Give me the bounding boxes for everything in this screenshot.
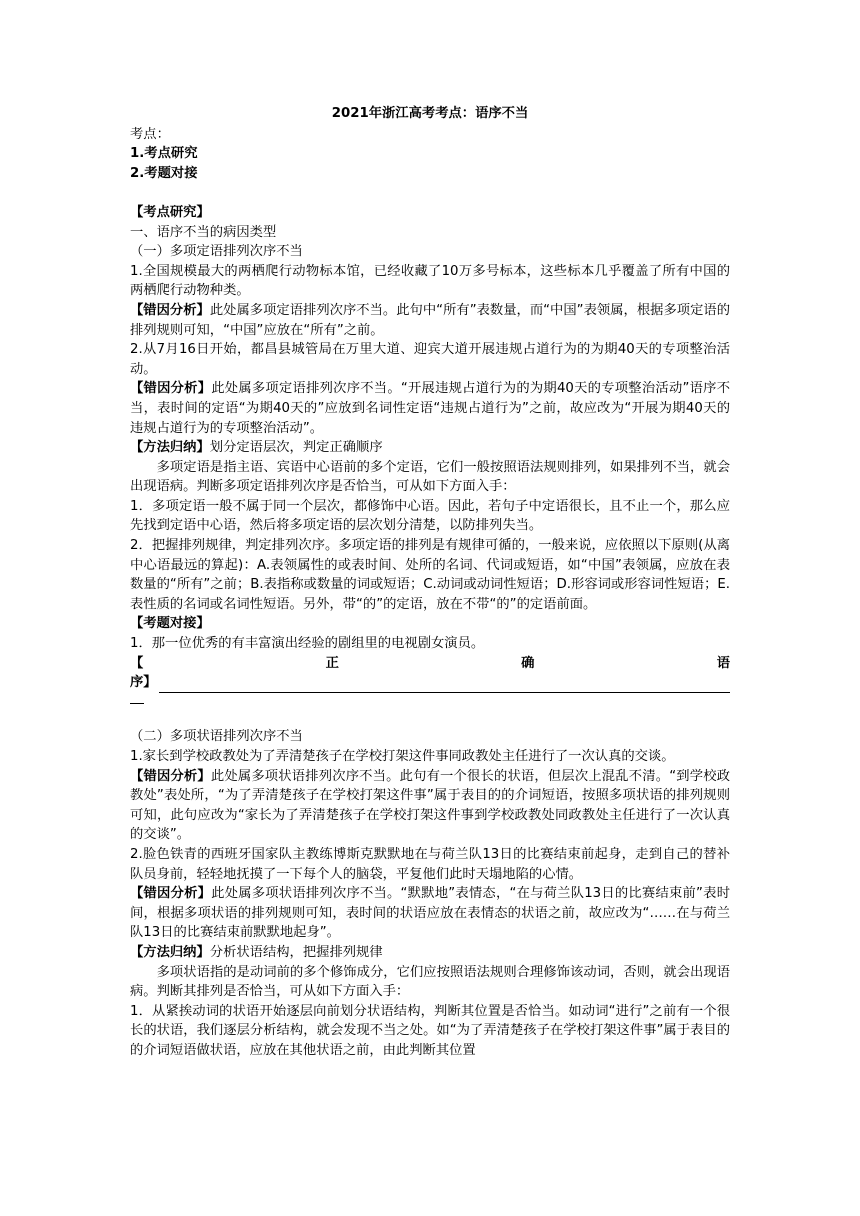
document-page [130, 104, 730, 1061]
answer-label-char: 正 [325, 655, 339, 671]
method-tag: 【方法归纳】 [130, 944, 210, 960]
part1-analysis-2 [130, 379, 730, 438]
analysis-tag: 【错因分析】 [130, 302, 210, 318]
part2-analysis-1 [130, 767, 730, 845]
exam-heading: 【考题对接】 [130, 616, 210, 632]
method-text: 划分定语层次，判定正确顺序 [209, 440, 383, 456]
part1-example-1: 1.全国规模最大的两栖爬行动物标本馆，已经收藏了10万多号标本，这些标本几乎覆盖了所有中国的两栖爬行动物种类。 [130, 263, 730, 299]
section-heading: 【考点研究】 [130, 204, 210, 220]
part1-method-para-2: 1．多项定语一般不属于同一个层次，都修饰中心语。因此，若句子中定语很长，且不止一个，那么应先找到定语中心语，然后将多项定语的层次划分清楚，以防排列失当。 [130, 498, 730, 534]
part2-analysis-2 [130, 884, 730, 943]
part2-heading: （二）多项状语排列次序不当 [130, 729, 303, 745]
part1-heading: （一）多项定语排列次序不当 [130, 244, 303, 260]
method-tag: 【方法归纳】 [130, 440, 210, 456]
part2-example-1: 1.家长到学校政教处为了弄清楚孩子在学校打架这件事同政教处主任进行了一次认真的交谈。 [130, 749, 675, 764]
analysis-text: 此处属多项状语排列次序不当。“默默地”表情态，“在与荷兰队13日的比赛结束前”表时间，根据多项状语的排列规则可知，表时间的状语应放在表情态的状语之前，故应改为“……在与荷兰队13日的比赛结束前默默地起身”。 [130, 886, 731, 941]
part1-method-para-3: 2．把握排列规律，判定排列次序。多项定语的排列是有规律可循的，一般来说，应依照以下原则(从离中心语最远的算起)：A.表领属性的或表时间、处所的名词、代词或短语，如“中国”表领属，应放在表数量的“所有”之前；B.表指称或数量的词或短语；C.动词或动词性短语；D.形容词或形容词性短语；E.表性质的名词或名词性短语。另外，带“的”的定语，放在不带“的”的定语前面。 [130, 538, 730, 612]
answer-label-char: 【 [130, 655, 144, 671]
part2-method [130, 943, 730, 963]
answer-blank[interactable] [159, 677, 730, 693]
toc-item-2: 2.考题对接 [130, 165, 198, 181]
analysis-tag: 【错因分析】 [130, 886, 212, 902]
answer-label-end: 序】 [130, 675, 157, 691]
part2-method-para-1: 多项状语指的是动词前的多个修饰成分，它们应按照语法规则合理修饰该动词，否则，就会出现语病。判断其排列是否恰当，可从如下方面入手： [130, 964, 730, 1000]
analysis-text: 此处属多项定语排列次序不当。此句中“所有”表数量，而“中国”表领属，根据多项定语的排列规则可知，“中国”应放在“所有”之前。 [130, 302, 730, 338]
answer-blank-row-2 [130, 693, 730, 708]
answer-label-char: 语 [716, 655, 730, 671]
answer-label-char: 确 [521, 655, 535, 671]
part1-example-2: 2.从7月16日开始，都昌县城管局在万里大道、迎宾大道开展违规占道行为的为期40天的专项整治活动。 [130, 342, 730, 377]
part2-method-para-2: 1．从紧挨动词的状语开始逐层向前划分状语结构，判断其位置是否恰当。如动词“进行”之前有一个很长的状语，我们逐层分析结构，就会发现不当之处。如“为了弄清楚孩子在学校打架这件事”属于表目的的介词短语做状语，应放在其他状语之前，由此判断其位置 [130, 1003, 730, 1058]
spacer [130, 708, 730, 728]
answer-label-line [130, 654, 730, 674]
part1-analysis-1 [130, 301, 730, 340]
part1-method-para-1: 多项定语是指主语、宾语中心语前的多个定语，它们一般按照语法规则排列，如果排列不当，就会出现语病。判断多项定语排列次序是否恰当，可从如下方面入手： [130, 459, 730, 495]
kaodian-label: 考点： [130, 126, 170, 142]
section-subheading: 一、语序不当的病因类型 [130, 224, 277, 240]
answer-blank-row [130, 673, 730, 693]
analysis-tag: 【错因分析】 [130, 381, 212, 397]
analysis-text: 此处属多项定语排列次序不当。“开展违规占道行为的为期40天的专项整治活动”语序不当，表时间的定语“为期40天的”应放到名词性定语“违规占道行为”之前，故应改为“开展为期40天的违规占道行为的专项整治活动”。 [130, 381, 731, 436]
toc-item-1: 1.考点研究 [130, 146, 198, 162]
method-text: 分析状语结构，把握排列规律 [209, 944, 383, 960]
answer-blank-tail [130, 693, 144, 704]
document-title: 2021年浙江高考考点：语序不当 [331, 106, 529, 121]
part1-method [130, 438, 730, 458]
analysis-tag: 【错因分析】 [130, 768, 211, 784]
spacer [130, 183, 730, 203]
exam-question-1: 1．那一位优秀的有丰富演出经验的剧组里的电视剧女演员。 [130, 636, 485, 652]
part2-example-2: 2.脸色铁青的西班牙国家队主教练博斯克默默地在与荷兰队13日的比赛结束前起身，走到自己的替补队员身前，轻轻地抚摸了一下每个人的脑袋，平复他们此时天塌地陷的心情。 [130, 846, 730, 882]
analysis-text: 此处属多项状语排列次序不当。此句有一个很长的状语，但层次上混乱不清。“到学校政教处”表处所，“为了弄清楚孩子在学校打架这件事”属于表目的的介词短语，按照多项状语的排列规则可知，此句应改为“家长为了弄清楚孩子在学校打架这件事到学校政教处同政教处主任进行了一次认真的交谈”。 [130, 768, 731, 843]
